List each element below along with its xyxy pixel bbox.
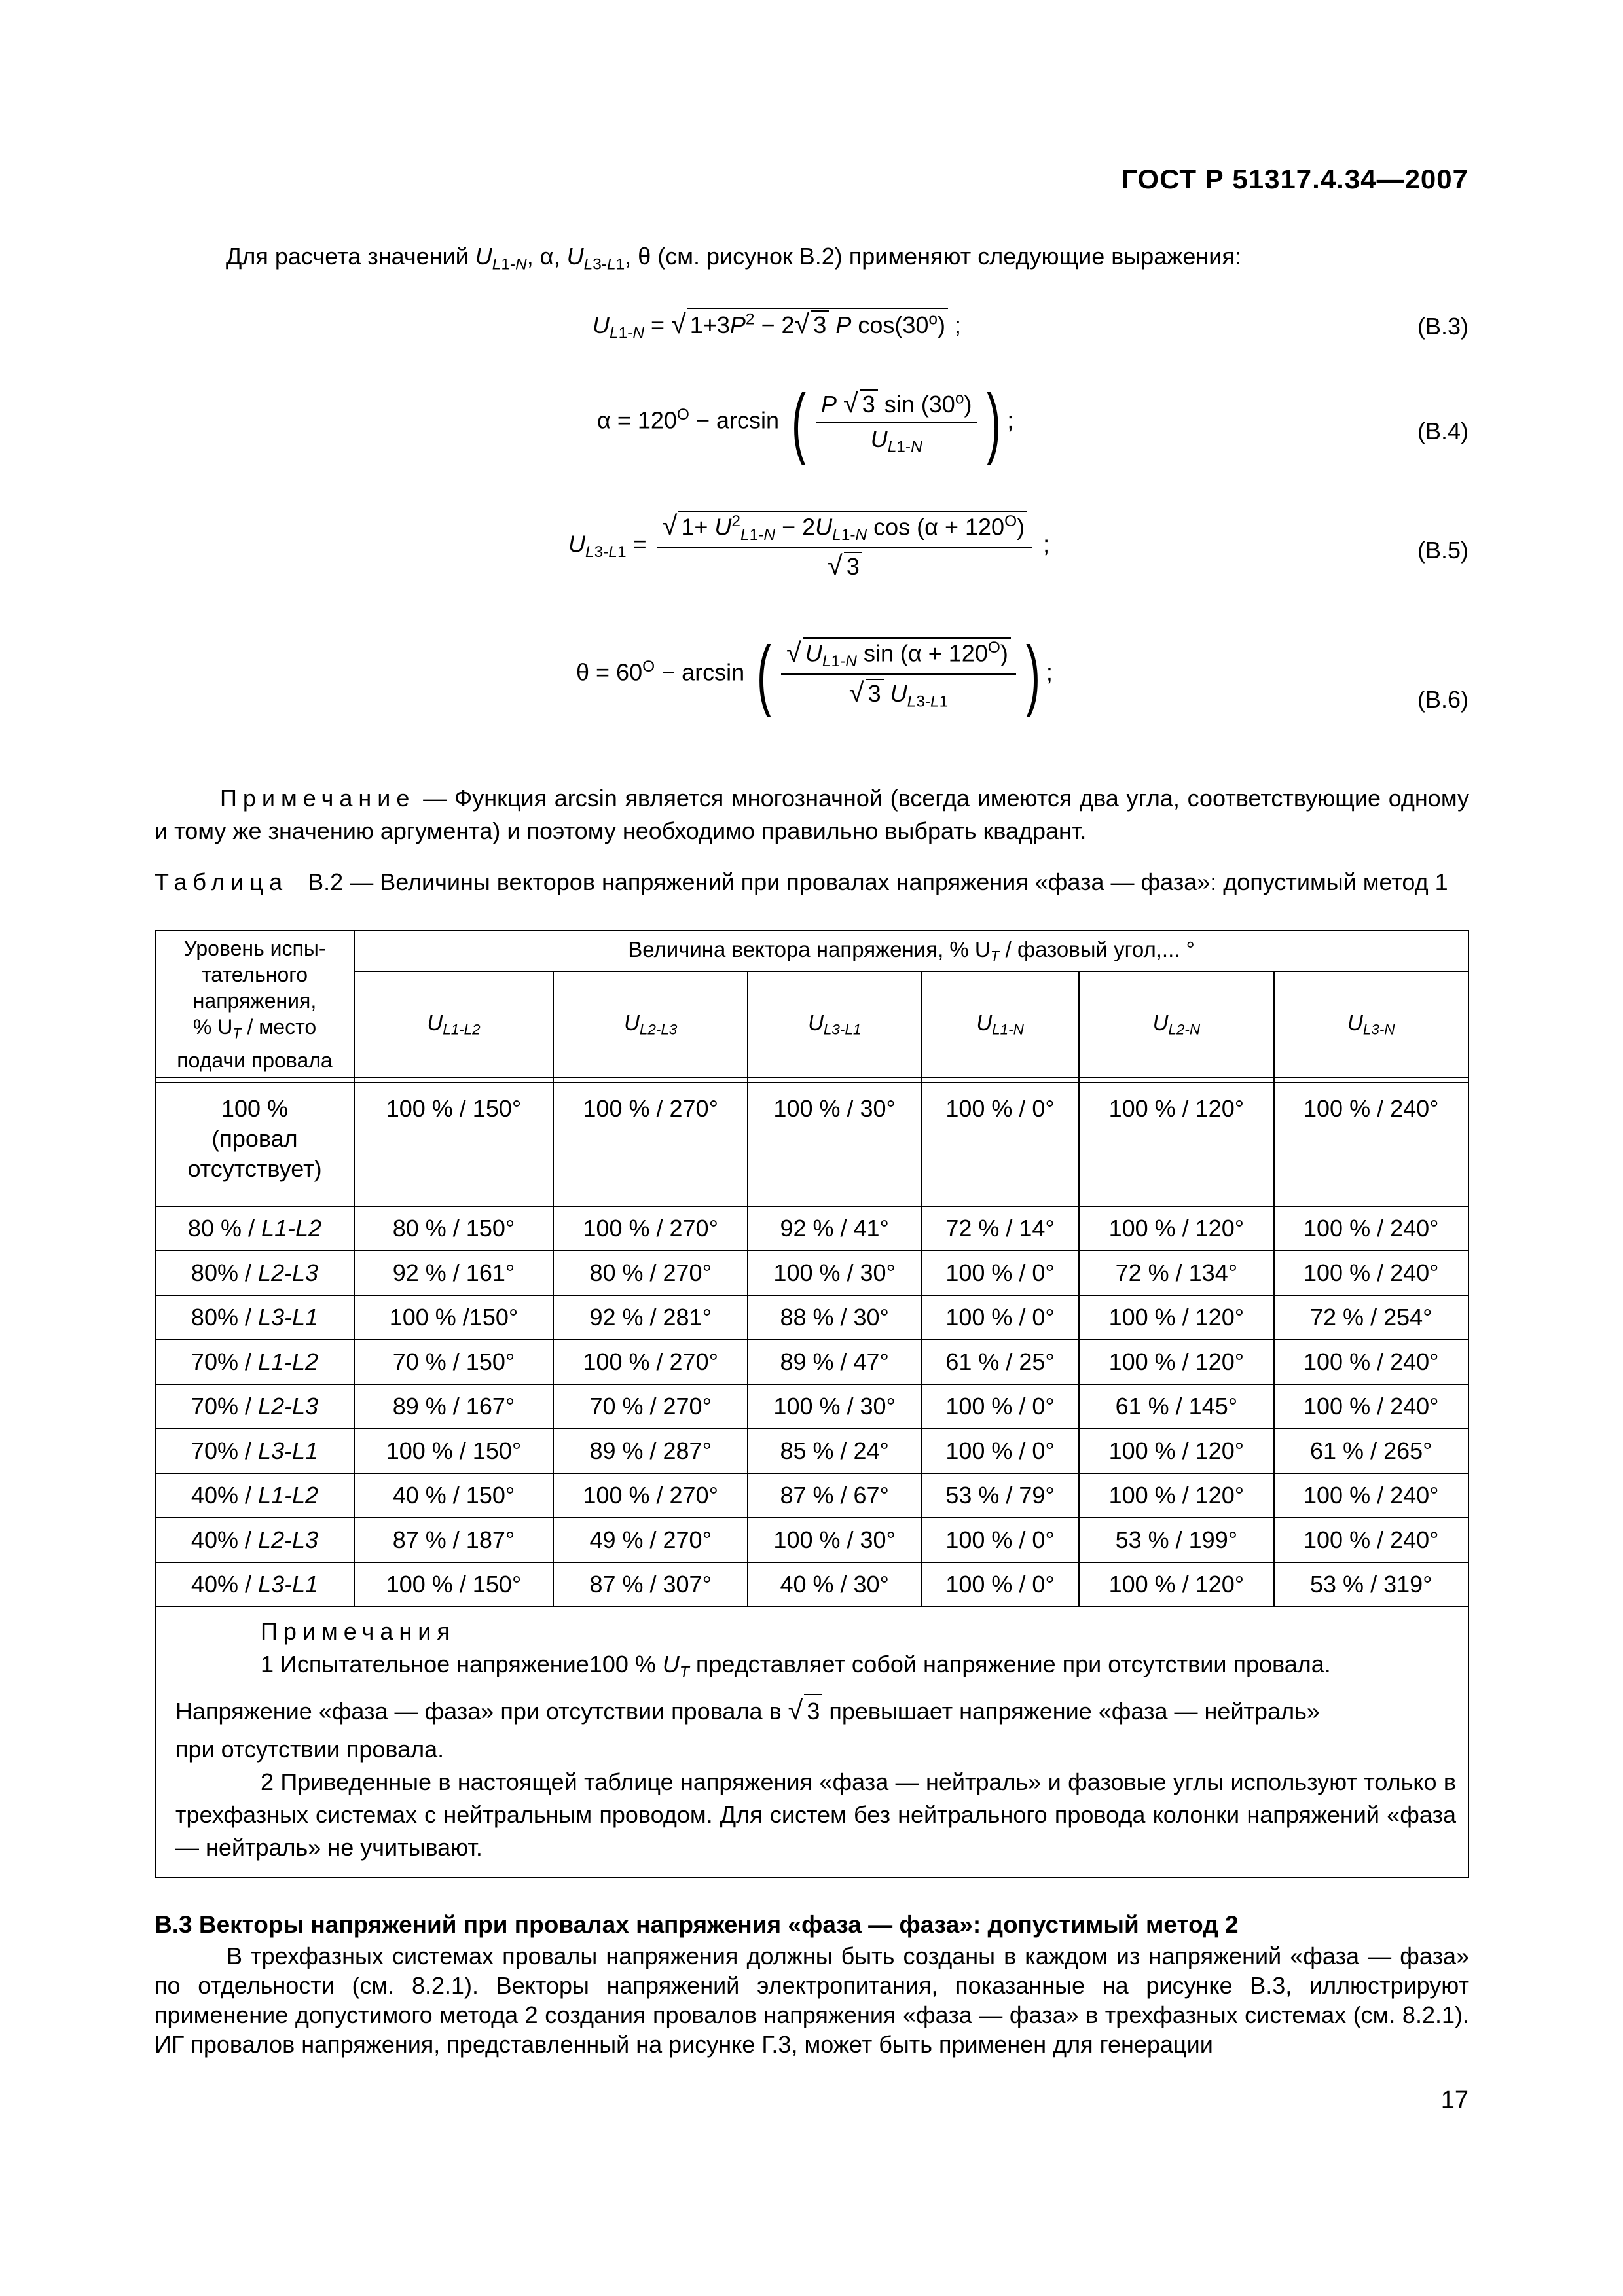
table-cell-level: 70% / L2-L3 [155,1384,354,1429]
table-caption-label: Таблица [155,869,289,895]
table-cell: 100 % / 240° [1274,1251,1468,1295]
equation-b3: $U_{L1-N}$ = √ $1+3P^2 - 2√$ 3 P cos(30$^o$) ; [593,309,962,342]
column-header: $U_{L3-N}$ [1274,971,1468,1077]
table-cell: 87 % / 187° [354,1518,553,1562]
page-number: 17 [1440,2087,1468,2114]
table-cell: 100 % / 0° [921,1083,1079,1206]
table-cell: 100 % / 270° [553,1206,748,1251]
table-cell: 88 % / 30° [748,1295,921,1340]
table-cell: 72 % / 14° [921,1206,1079,1251]
table-row [155,1384,1468,1429]
table-notes: Примечания 1 Испытательное напряжение100 % $U_T$ представляет собой напряжение при отсутствии провала. Напряжение «фаза — фаза» при отсутствии провала в √ 3 превышает напряжение «фаза — нейтраль» при отсутствии провала. 2 Приведенные в настоящей таблице напряжения «фаза — нейтраль» и фазовые углы используют только в трехфазных системах с нейтральным проводом. Для систем без нейтрального провода колонки напряжений «фаза — нейтраль» не учитывают. [155,1607,1468,1878]
column-header: $U_{L3-L1}$ [748,971,921,1077]
section-title: B.3 Векторы напряжений при провалах напряжения «фаза — фаза»: допустимый метод 2 [155,1911,1239,1938]
table-cell-level: 70% / L1-L2 [155,1340,354,1384]
table-cell: 70 % / 150° [354,1340,553,1384]
table-row [155,1295,1468,1340]
table-cell: 100 % / 240° [1274,1518,1468,1562]
table-cell: 70 % / 270° [553,1384,748,1429]
equation-number-b4: (B.4) [1417,418,1468,444]
table-cell: 100 % / 30° [748,1518,921,1562]
table-cell: 49 % / 270° [553,1518,748,1562]
table-cell: 100 % / 270° [553,1083,748,1206]
table-cell: 100 % / 120° [1079,1206,1273,1251]
table-header-magnitude: Величина вектора напряжения, % $U_T$ / фазовый угол,... ° [354,931,1468,971]
intro-text-2: , α, [526,243,567,270]
table-cell: 100 % / 0° [921,1295,1079,1340]
table-row [155,1562,1468,1607]
table-row [155,1340,1468,1384]
table-cell: 100 % / 120° [1079,1562,1273,1607]
table-cell: 100 % / 30° [748,1083,921,1206]
column-header: $U_{L2-L3}$ [553,971,748,1077]
table-cell: 87 % / 67° [748,1473,921,1518]
equation-number-b5: (B.5) [1417,537,1468,564]
equation-b6: $\theta = 60^O - \arcsin$ ( $\frac{√ U_{L1-N} \sin (\alpha + 120^O)}{√ 3 U_{L3-L1}}$ ) ; [576,630,1053,718]
intro-paragraph: Для расчета значений $U_{L1-N}$, α, $U_{L3-L1}$, θ (см. рисунок В.2) применяют следующие выражения: [226,243,1241,274]
table-cell: 100 % / 150° [354,1562,553,1607]
table-cell: 100 % / 240° [1274,1473,1468,1518]
equation-number-b6: (B.6) [1417,686,1468,713]
column-header: $U_{L1-N}$ [921,971,1079,1077]
table-cell-level: 80 % / L1-L2 [155,1206,354,1251]
table-cell: 100 % / 270° [553,1340,748,1384]
table-cell-level: 100 % (провал отсутствует) [155,1083,354,1206]
table-cell: 40 % / 30° [748,1562,921,1607]
table-row [155,1083,1468,1206]
table-cell-level: 40% / L2-L3 [155,1518,354,1562]
table-cell: 61 % / 25° [921,1340,1079,1384]
equation-number-b3: (B.3) [1417,313,1468,340]
table-cell: 61 % / 145° [1079,1384,1273,1429]
table-cell: 100 % / 0° [921,1251,1079,1295]
table-cell: 72 % / 254° [1274,1295,1468,1340]
column-header: $U_{L1-L2}$ [354,971,553,1077]
table-cell-level: 40% / L3-L1 [155,1562,354,1607]
table-cell-level: 80% / L3-L1 [155,1295,354,1340]
table-cell: 100 % / 120° [1079,1473,1273,1518]
table-cell: 87 % / 307° [553,1562,748,1607]
table-cell: 100 % / 240° [1274,1384,1468,1429]
table-cell: 80 % / 270° [553,1251,748,1295]
table-cell-level: 80% / L2-L3 [155,1251,354,1295]
table-cell: 61 % / 265° [1274,1429,1468,1473]
table-row [155,1251,1468,1295]
table-notes-label: Примечания [261,1618,456,1645]
table-cell: 100 % / 270° [553,1473,748,1518]
table-cell: 92 % / 41° [748,1206,921,1251]
table-cell-level: 70% / L3-L1 [155,1429,354,1473]
table-cell: 89 % / 287° [553,1429,748,1473]
document-code: ГОСТ Р 51317.4.34—2007 [1122,164,1468,194]
intro-text-1: Для расчета значений [226,243,475,270]
table-cell: 85 % / 24° [748,1429,921,1473]
table-cell: 100 % / 30° [748,1251,921,1295]
table-cell: 100 % / 0° [921,1562,1079,1607]
table-cell: 80 % / 150° [354,1206,553,1251]
table-cell: 100 % / 240° [1274,1206,1468,1251]
table-cell: 100 % /150° [354,1295,553,1340]
table-cell: 92 % / 161° [354,1251,553,1295]
table-row [155,1473,1468,1518]
table-header-level: Уровень испы- тательного напряжения, % $U_T$ / место подачи провала [155,931,354,1077]
table-cell: 100 % / 120° [1079,1429,1273,1473]
table-cell: 89 % / 167° [354,1384,553,1429]
table-cell: 100 % / 120° [1079,1340,1273,1384]
table-cell: 100 % / 240° [1274,1083,1468,1206]
table-cell: 53 % / 319° [1274,1562,1468,1607]
table-cell: 92 % / 281° [553,1295,748,1340]
table-cell: 53 % / 79° [921,1473,1079,1518]
table-cell-level: 40% / L1-L2 [155,1473,354,1518]
note-label: Примечание [220,785,416,812]
note-paragraph [155,782,1469,848]
table-cell: 89 % / 47° [748,1340,921,1384]
table-cell: 72 % / 134° [1079,1251,1273,1295]
table-row [155,1518,1468,1562]
table-cell: 100 % / 0° [921,1518,1079,1562]
note-text: — Функция arcsin является многозначной (всегда имеются два угла, соответствующие одному и тому же значению аргумента) и поэтому необходимо правильно выбрать квадрант. [155,785,1469,844]
table-row [155,1206,1468,1251]
table-cell: 53 % / 199° [1079,1518,1273,1562]
table-cell: 100 % / 150° [354,1429,553,1473]
table-caption [155,867,1469,897]
section-body: В трехфазных системах провалы напряжения должны быть созданы в каждом из напряжений «фаза — фаза» по отдельности (см. 8.2.1). Векторы напряжений электропитания, показанные на рисунке B.3, иллюстрируют применение допустимого метода 2 создания провалов напряжения «фаза — фаза» в трехфазных системах (см. 8.2.1). ИГ провалов напряжения, представленный на рисунке Г.3, может быть применен для генерации [155,1943,1469,2058]
intro-text-3: , θ (см. рисунок В.2) применяют следующие выражения: [625,243,1241,270]
table-cell: 100 % / 0° [921,1384,1079,1429]
column-header: $U_{L2-N}$ [1079,971,1273,1077]
table-cell: 40 % / 150° [354,1473,553,1518]
voltage-vectors-table [155,930,1469,1878]
table-cell: 100 % / 120° [1079,1083,1273,1206]
equation-b5: $U_{L3-L1}$ = $\frac{√ 1+ U^2_{L1-N} - 2U_{L1-N} \cos (\alpha + 120^O)}{√ 3}$ ; [568,511,1050,581]
table-cell: 100 % / 0° [921,1429,1079,1473]
table-cell: 100 % / 30° [748,1384,921,1429]
table-cell: 100 % / 120° [1079,1295,1273,1340]
table-cell: 100 % / 150° [354,1083,553,1206]
table-row [155,1429,1468,1473]
table-caption-text: B.2 — Величины векторов напряжений при провалах напряжения «фаза — фаза»: допустимый метод 1 [308,869,1448,895]
table-cell: 100 % / 240° [1274,1340,1468,1384]
equation-b4: $\alpha = 120^O - \arcsin$ ( $\frac{P √ 3 \sin (30^o)}{U_{L1-N}}$ ) ; [597,378,1014,466]
